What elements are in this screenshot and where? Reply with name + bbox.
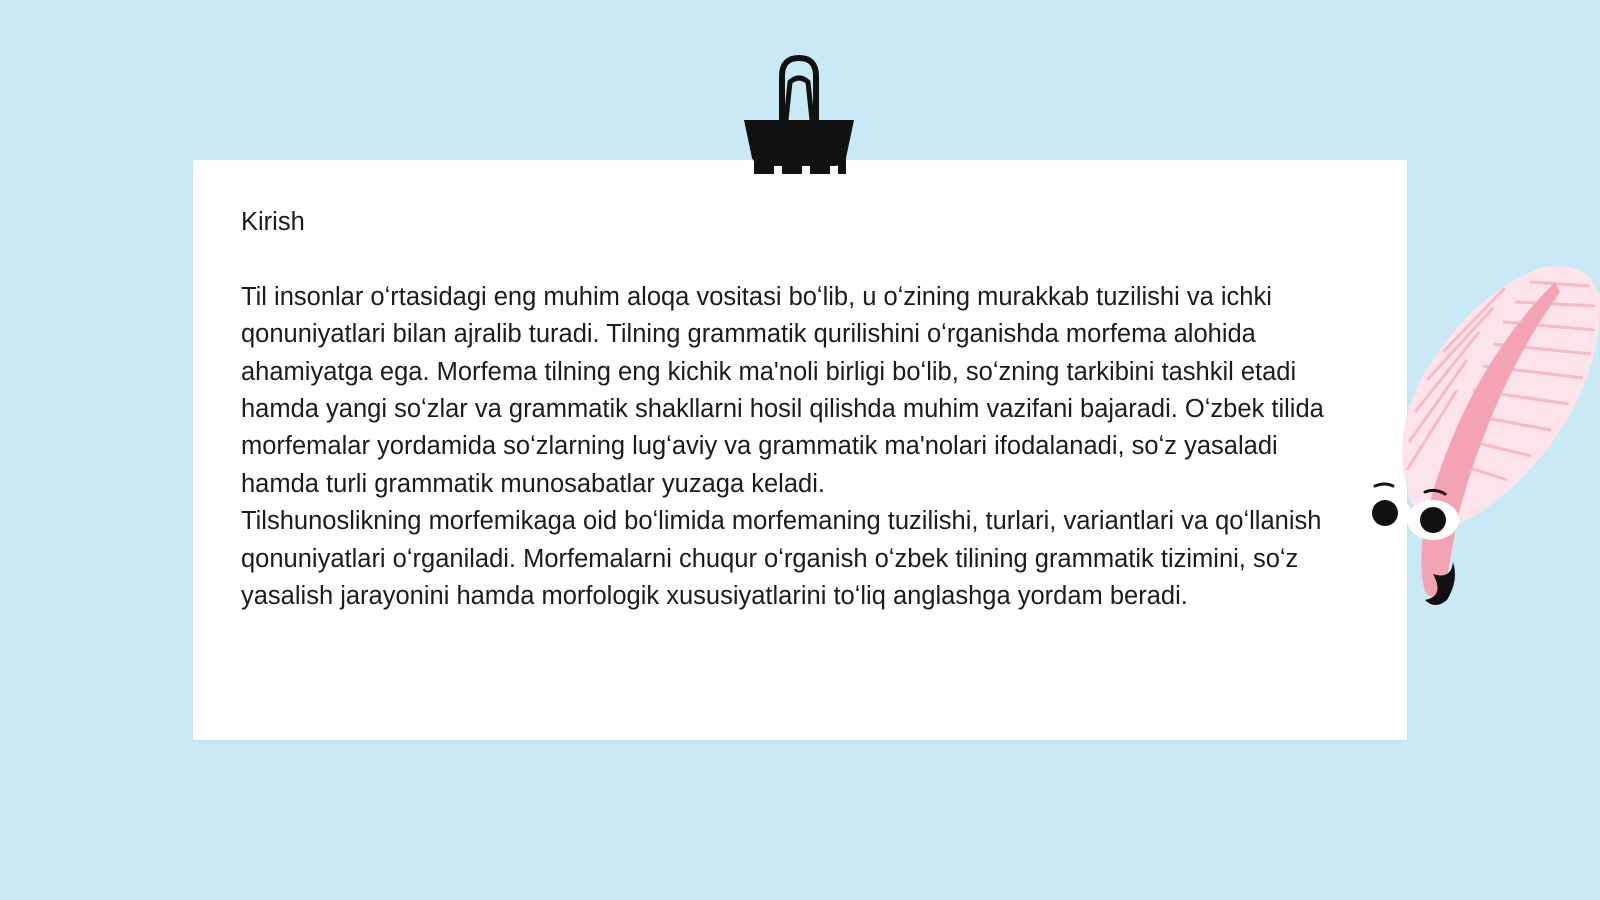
text-content [241, 204, 1361, 615]
paragraph-morphemics: Tilshunoslikning morfemikaga oid boʻlimida morfemaning tuzilishi, turlari, variantlari va qoʻllanish qonuniyatlari oʻrganiladi. Morfemalarni chuqur oʻrganish oʻzbek tilining grammatik tizimini, soʻz yasalish jarayonini hamda morfologik xususiyatlarini toʻliq anglashga yordam beradi. [241, 507, 1322, 611]
text-card [193, 160, 1407, 740]
cartoon-feather-icon [1355, 262, 1600, 622]
slide-heading: Kirish [241, 208, 305, 236]
paragraph-intro: Til insonlar oʻrtasidagi eng muhim aloqa vositasi boʻlib, u oʻzining murakkab tuzilishi va ichki qonuniyatlari bilan ajralib turadi. Tilning grammatik qurilishini oʻrganishda morfema alohida ahamiyatga ega. Morfema tilning eng kichik ma'noli birligi boʻlib, soʻzning tarkibini tashkil etadi hamda yangi soʻzlar va grammatik shakllarni hosil qilishda muhim vazifani bajaradi. Oʻzbek tilida morfemalar yordamida soʻzlarning lugʻaviy va grammatik ma'nolari ifodalanadi, soʻz yasaladi hamda turli grammatik munosabatlar yuzaga keladi. [241, 282, 1324, 498]
binder-clip-icon [742, 54, 856, 176]
